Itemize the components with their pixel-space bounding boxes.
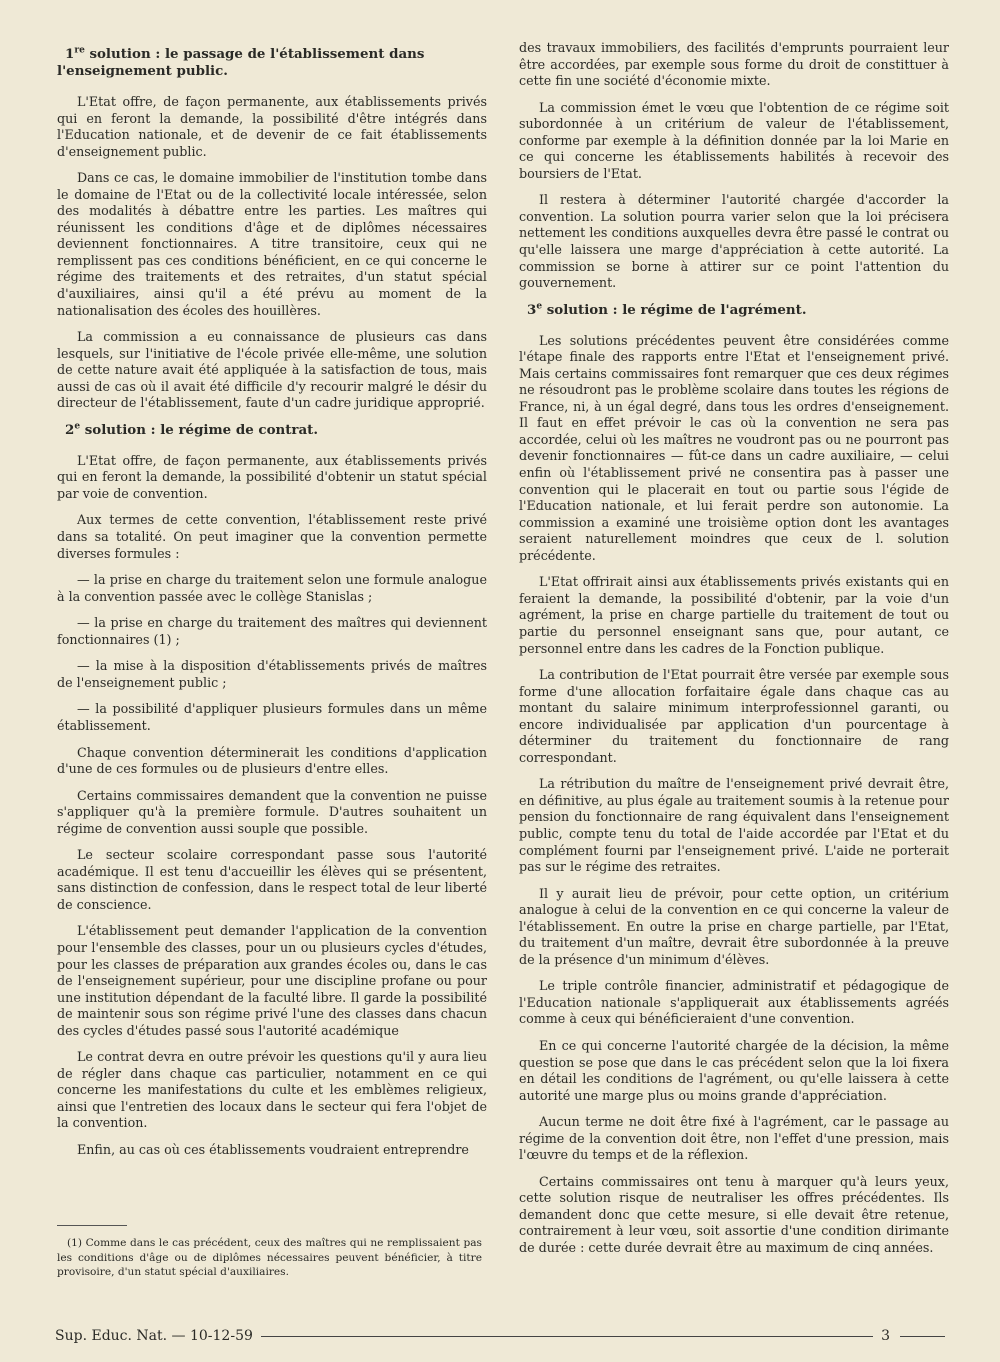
section-heading-2: 2e solution : le régime de contrat. <box>65 421 318 438</box>
footer-rule <box>261 1336 873 1337</box>
footnote: (1) Comme dans le cas précédent, ceux des maîtres qui ne remplissaient pas les conditions d'âge ou de diplômes nécessaires peuvent bénéficier, à titre provisoire, d'un statut spécial d'auxiliaires. <box>57 1237 482 1278</box>
page-footer <box>55 1326 945 1346</box>
paragraph: Le secteur scolaire correspondant passe sous l'autorité académique. Il est tenu d'accueillir les élèves qui se présentent, sans distinction de confession, dans le respect total de leur liberté de conscience. <box>57 847 487 912</box>
paragraph: La rétribution du maître de l'enseignement privé devrait être, en définitive, au plus égale au traitement soumis à la retenue pour pension du fonctionnaire de rang équivalent dans l'enseignement public, compte tenu du total de l'aide accordée par l'Etat et du complément fourni par l'enseignement privé. L'aide ne porterait pas sur le régime des retraites. <box>519 776 949 875</box>
publication-reference: Sup. Educ. Nat. — 10-12-59 <box>55 1328 253 1344</box>
paragraph: Certains commissaires demandent que la convention ne puisse s'appliquer qu'à la première formule. D'autres souhaitent un régime de convention aussi souple que possible. <box>57 787 487 836</box>
paragraph: Aux termes de cette convention, l'établissement reste privé dans sa totalité. On peut imaginer que la convention permette diverses formules : <box>57 512 487 561</box>
paragraph: Il restera à déterminer l'autorité chargée d'accorder la convention. La solution pourra varier selon que la loi précisera nettement les conditions auxquelles devra être passé le contrat ou qu'elle laissera une marge d'appréciation à cette autorité. La commission se borne à attirer sur ce point l'attention du gouvernement. <box>519 192 949 291</box>
paragraph: Dans ce cas, le domaine immobilier de l'institution tombe dans le domaine de l'Etat ou de la collectivité locale intéressée, selon des modalités à débattre entre les parties. Les maîtres qui réunissent les conditions d'âge et de diplômes nécessaires deviennent fonctionnaires. A titre transitoire, ceux qui ne remplissent pas ces conditions bénéficient, en ce qui concerne le régime des traitements et des retraites, d'un statut spécial d'auxiliaires, ainsi qu'il a été prévu au moment de la nationalisation des écoles des houillères. <box>57 170 487 318</box>
page-number: 3 <box>881 1328 890 1344</box>
paragraph: La commission émet le vœu que l'obtention de ce régime soit subordonnée à un critérium de valeur de l'établissement, conforme par exemple à la définition donnée par la loi Marie en ce qui concerne les établissements habilités à recevoir des boursiers de l'Etat. <box>519 99 949 181</box>
section-heading-3: 3e solution : le régime de l'agrément. <box>527 301 807 318</box>
list-item: — la prise en charge du traitement selon une formule analogue à la convention passée avec le collège Stanislas ; <box>57 572 487 604</box>
paragraph: des travaux immobiliers, des facilités d'emprunts pourraient leur être accordées, par exemple sous forme du droit de constittuer à cette fin une société d'économie mixte. <box>519 40 949 89</box>
right-column <box>519 40 949 1267</box>
list-item: — la prise en charge du traitement des maîtres qui deviennent fonctionnaires (1) ; <box>57 615 487 647</box>
left-column <box>57 40 487 1169</box>
paragraph: Chaque convention déterminerait les conditions d'application d'une de ces formules ou de plusieurs d'entre elles. <box>57 744 487 777</box>
paragraph: Aucun terme ne doit être fixé à l'agrément, car le passage au régime de la convention doit être, non l'effet d'une pression, mais l'œuvre du temps et de la réflexion. <box>519 1114 949 1163</box>
footer-rule-end <box>900 1336 945 1337</box>
paragraph: L'Etat offrirait ainsi aux établissements privés existants qui en feraient la demande, la possibilité d'obtenir, par la voie d'un agrément, la prise en charge partielle du traitement de tout ou partie du personnel enseignant sans que, pour autant, ce personnel entre dans les cadres de la Fonction publique. <box>519 574 949 656</box>
list-item: — la possibilité d'appliquer plusieurs formules dans un même établissement. <box>57 701 487 733</box>
paragraph: La contribution de l'Etat pourrait être versée par exemple sous forme d'une allocation forfaitaire égale dans chaque cas au montant du salaire minimum interprofessionnel garanti, ou encore individualisée par application d'un pourcentage à déterminer du traitement du fonctionnaire de rang correspondant. <box>519 667 949 765</box>
paragraph: Il y aurait lieu de prévoir, pour cette option, un critérium analogue à celui de la convention en ce qui concerne la valeur de l'établissement. En outre la prise en charge partielle, par l'Etat, du traitement d'un maître, devrait être subordonnée à la preuve de la présence d'un minimum d'élèves. <box>519 885 949 967</box>
paragraph: L'Etat offre, de façon permanente, aux établissements privés qui en feront la demande, la possibilité d'être intégrés dans l'Education nationale, et de devenir de ce fait établissements d'enseignement public. <box>57 94 487 159</box>
paragraph: L'Etat offre, de façon permanente, aux établissements privés qui en feront la demande, la possibilité d'obtenir un statut spécial par voie de convention. <box>57 452 487 501</box>
paragraph: Les solutions précédentes peuvent être considérées comme l'étape finale des rapports entre l'Etat et l'enseignement privé. Mais certains commissaires font remarquer que ces deux régimes ne résoudront pas le problème scolaire dans toutes les régions de France, ni, à un égal degré, dans tous les ordres d'enseignement. Il faut en effet prévoir le cas où la convention ne sera pas accordée, celui où les maîtres ne voudront pas ou ne pourront pas devenir fonctionnaires — fût-ce dans un cadre auxiliaire, — celui enfin où l'établissement privé ne consentira pas à passer une convention qui le placerait en tout ou partie sous l'égide de l'Education nationale, et lui ferait perdre son autonomie. La commission a examiné une troisième option dont les avantages seraient naturellement moindres que ceux de l. solution précédente. <box>519 332 949 563</box>
paragraph: La commission a eu connaissance de plusieurs cas dans lesquels, sur l'initiative de l'école privée elle-même, une solution de cette nature avait été appliquée à la satisfaction de tous, mais aussi de cas où il avait été difficile d'y recourir malgré le désir du directeur de l'établissement, faute d'un cadre juridique approprié. <box>57 329 487 411</box>
paragraph: L'établissement peut demander l'application de la convention pour l'ensemble des classes, pour un ou plusieurs cycles d'études, pour les classes de préparation aux grandes écoles ou, dans le cas de l'enseignement supérieur, pour une discipline profane ou pour une institution dépendant de la faculté libre. Il garde la possibilité de maintenir sous son régime privé l'une des classes dans chacun des cycles d'études passé sous l'autorité académique <box>57 923 487 1038</box>
paragraph: En ce qui concerne l'autorité chargée de la décision, la même question se pose que dans le cas précédent selon que la loi fixera en détail les conditions de l'agrément, ou qu'elle laissera à cette autorité une marge plus ou moins grande d'appréciation. <box>519 1037 949 1103</box>
paragraph: Le contrat devra en outre prévoir les questions qu'il y aura lieu de régler dans chaque cas particulier, notamment en ce qui concerne les manifestations du culte et les emblèmes religieux, ainsi que l'entretien des locaux dans le secteur qui fera l'objet de la convention. <box>57 1049 487 1131</box>
footnote-divider <box>57 1225 127 1226</box>
paragraph: Certains commissaires ont tenu à marquer qu'à leurs yeux, cette solution risque de neutraliser les offres précédentes. Ils demandent donc que cette mesure, si elle devait être retenue, contrairement à leur vœu, soit assortie d'une condition dirimante de durée : cette durée devrait être au maximum de cinq années. <box>519 1173 949 1255</box>
paragraph: Enfin, au cas où ces établissements voudraient entreprendre <box>77 1141 469 1157</box>
paragraph: Le triple contrôle financier, administratif et pédagogique de l'Education nationale s'appliquerait aux établissements agréés comme à ceux qui bénéficieraient d'une convention. <box>519 978 949 1027</box>
list-item: — la mise à la disposition d'établissements privés de maîtres de l'enseignement public ; <box>57 658 487 690</box>
section-heading-1: 1re solution : le passage de l'établissement dans l'enseignement public. <box>57 45 425 79</box>
